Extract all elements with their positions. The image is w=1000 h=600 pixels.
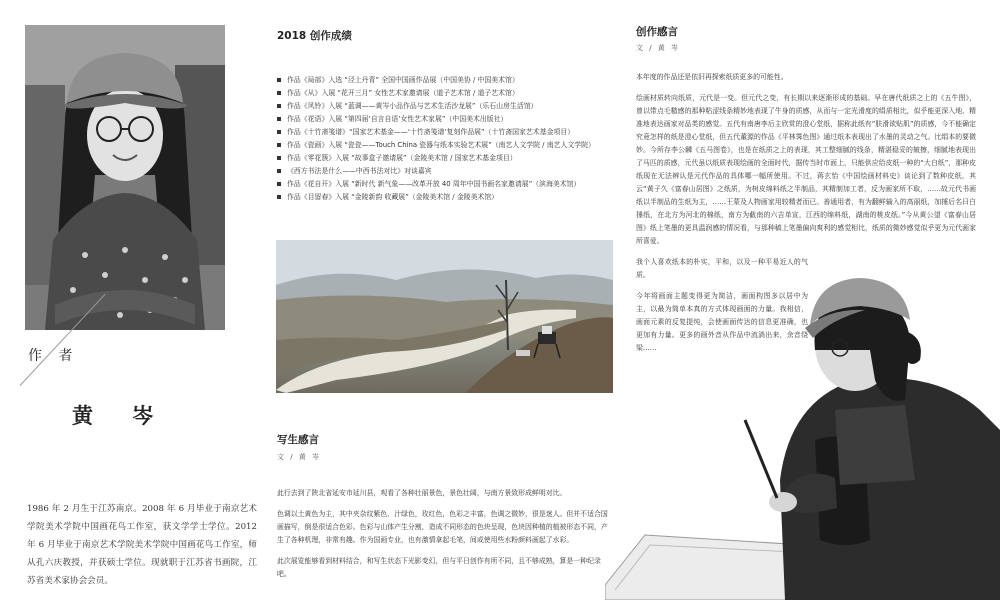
author-name: 黄 岑 [72,403,170,428]
landscape-sketching-photo [276,240,613,393]
author-bio: 1986 年 2 月生于江苏南京。2008 年 6 月毕业于南京艺术学院美术学院中国画花鸟工作室，获文学学士学位。2012 年 6 月毕业于南京艺术学院美术学院中国画花鸟工作室，师从孔六庆教授，并获硕士学位。现就职于江苏省书画院，江苏省美术家协会会员。 [27,504,257,586]
list-item [277,139,607,152]
achievement-text: 作品《局部》入选 “泾上丹青” 全国中国画作品展（中国美协 / 中国美术馆） [287,76,519,84]
list-item [277,126,607,139]
paragraph: 本年度的作品还是依旧再探索纸质更多的可能性。 [636,73,788,81]
creative-thoughts-byline: 文 / 黄 岑 [636,44,681,52]
paragraph: 绘画材质转向纸质，元代是一变。但元代之变，有长期以来逐渐形成的基础。早在唐代纸质之上的《五牛图》，曾以带点毛糙感的那种粘涩线条精妙地表现了牛身的质感，从而与一定光滑度的绢质相比，似乎能更深入地、精准地表达画家对品类的感觉。五代有南唐李后主欣赏的澄心堂纸，据称此纸有“肤滑欲贴肌”的质感，今不能确定究竟怎样的纸是澄心堂纸，但五代董源的作品《平林霁色图》通过纸本表现出了水墨的灵动之气。比绢本的要微妙。今所存李公麟《五马图卷》，也是在纸质之上的表现，其工整细腻的线条，精湛稳妥的皴擦，细腻地表现出了马匹的质感，元代虽以纸质表现绘画的全面时代，据传当时市面上，只能供应给皮纸一种的“大白纸”，那种皮纸现在无法辨认是元代作品的具体哪一幅所使用。不过，蒋玄怡《中国绘画材料史》谈论到了数种皮纸，其云“黄子久《富春山居图》之纸质，为树皮绵料纸之半制品，其精制加工者，反为画家所不取，……故元代书画纸以半制品的生纸为主，……王蒙及人物画家用较精者而已。善通用者，有为翻鲜输入的高丽纸，加捶后名曰白捶纸，在北方为河北的棉纸，南方为截南的六吉单宣，江西的绵料纸，湖南的桃皮纸。”今从黄公望《富春山居图》纸上笔墨的更具温润感的情况看，与那种稿上笔墨偏向爽利的感觉相比，纸质的微妙感觉似乎更为元代画家所喜爱。 [636,94,976,245]
portrait-illustration [25,25,225,330]
author-portrait-photo [25,25,225,330]
achievement-text: 作品《十竹斋笺谱》“国家艺术基金——‘十竹斋笺谱’复刻作品展”（十竹斋国家艺术基金项目） [287,128,575,136]
list-item [277,165,607,178]
bullet-icon [277,156,281,160]
list-item [277,152,607,165]
bullet-icon [277,104,281,108]
achievement-text: 作品《花语》入展 “第四届‘自言自语’女性艺术家展”（中国美术出版社） [287,115,508,123]
bullet-icon [277,195,281,199]
achievement-text: 作品《瓷画》入展 “瓷瓷——Touch China 瓷器与纸本实验艺术展”（南艺人文学院 / 南艺人文学院） [287,141,595,149]
bullet-icon [277,182,281,186]
list-item [277,113,607,126]
list-item [277,178,607,191]
sketch-notes-body [277,487,612,589]
achievement-text: 作品《目留春》入展 “金陵新韵 收藏展”（金陵美术馆 / 金陵美术馆） [287,193,499,201]
painter-at-work-photo [605,240,1000,600]
paragraph: 我个人喜欢纸本的朴实，平和，以及一种平易近人的气质。 [636,258,808,279]
bullet-icon [277,91,281,95]
list-item [277,87,607,100]
achievement-text: 作品《零花簇》入展 “故事盒子邀请展”（金陵美术馆 / 国家艺术基金项目） [287,154,517,162]
paragraph: 今年将画面主题变得更为简洁，画面构图多以居中为主，以最为简单本真的方式体现画面的力量。我相信，画面元素的反复提纯，会使画面传达的信息更准确，也更加有力量。更多的画外音从作品中流淌出来，余音绕梁…… [636,292,808,352]
paragraph: 色调以土黄色为主，其中夹杂纹紫色、汁绿色，玫红色，色彩之丰富，色调之微妙，很是迷人。但并不适合国画描写，倒是很适合色彩。色彩与山体产生分割，造成不同形态的色块呈现，色块因种植的植被形态不同，产生了各种机理，非常有趣。作为国画专业，也有激情拿起毛笔，间或使用些水粉颜料画起了水彩。 [277,510,608,544]
achievement-text: 《西方书法是什么——中西书法对比》对谈嘉宾 [287,167,432,175]
list-item [277,100,607,113]
paragraph: 此次展览能够看到材料结合，和写生状态下光影变幻，但与平日创作有所不同，且不够成熟，算是一种纪录吧。 [277,557,601,578]
achievement-text: 作品《花自开》入展 “新时代 新气象——改革开放 40 周年中国书画名家邀请展”（滨海美术馆） [287,180,581,188]
achievement-text: 作品《风铃》入展 “蓝调——黄岑小品作品与艺术生活沙龙展”（乐石山房生活馆） [287,102,538,110]
paragraph: 此行去到了陕北省延安市延川县，观看了各种壮丽景色，景色壮阔，与南方景致形成鲜明对比。 [277,489,567,497]
achievement-text: 作品《从》入展 “花开三月” 女性艺术家邀请展（道子艺术馆 / 道子艺术馆） [287,89,519,97]
author-label: 作 者 [28,348,79,364]
bullet-icon [277,143,281,147]
painter-illustration [605,240,1000,600]
sketch-notes-byline: 文 / 黄 岑 [277,453,322,461]
bullet-icon [277,130,281,134]
sketch-notes-title: 写生感言 [277,434,319,446]
bullet-icon [277,78,281,82]
achievements-title: 2018 创作成绩 [277,30,352,42]
achievements-list [277,74,607,204]
list-item [277,74,607,87]
creative-thoughts-title: 创作感言 [636,26,678,38]
bullet-icon [277,117,281,121]
list-item [277,191,607,204]
landscape-illustration [276,240,613,393]
bullet-icon [277,169,281,173]
